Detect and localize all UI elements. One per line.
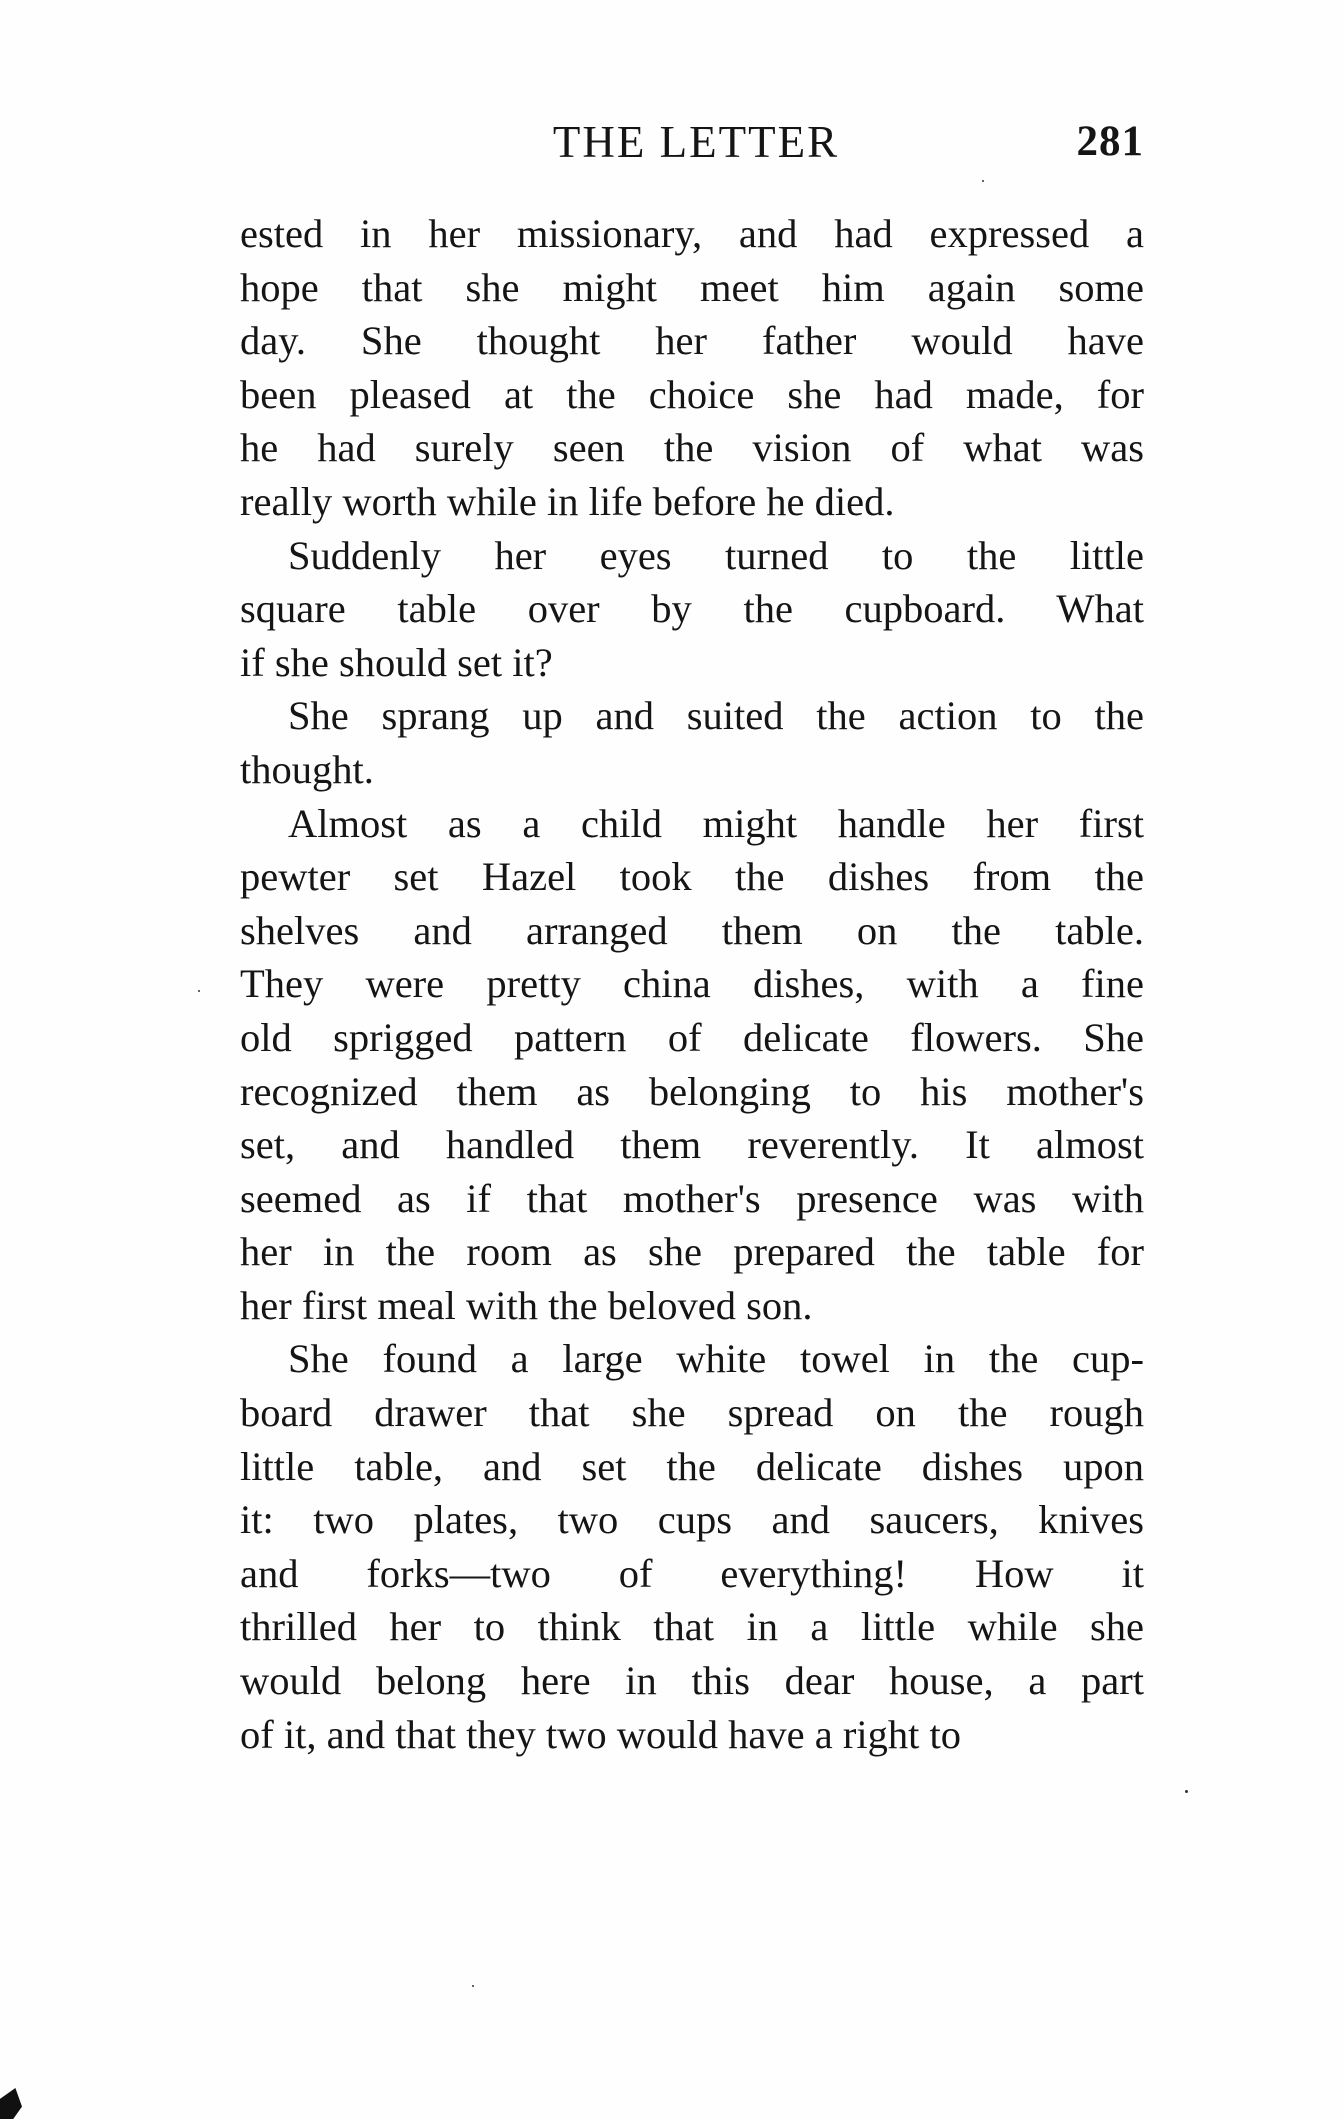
text-line: She sprang up and suited the action to the: [288, 693, 1144, 739]
text-line: Suddenly her eyes turned to the little: [288, 532, 1144, 578]
page-number: 281: [1076, 118, 1144, 165]
text-line: really worth while in life before he died.: [240, 478, 895, 524]
text-line: he had surely seen the vision of what was: [240, 425, 1144, 471]
text-line: been pleased at the choice she had made, for: [240, 371, 1144, 417]
text-line: if she should set it?: [240, 639, 553, 685]
text-line: seemed as if that mother's presence was with: [240, 1175, 1144, 1221]
text-line: recognized them as belonging to his mother's: [240, 1068, 1144, 1114]
text-line: little table, and set the delicate dishes upon: [240, 1443, 1144, 1489]
text-line: day. She thought her father would have: [240, 318, 1144, 364]
scan-edge-mark: [0, 2088, 22, 2119]
text-line: square table over by the cupboard. What: [240, 586, 1144, 632]
text-line: it: two plates, two cups and saucers, knives: [240, 1497, 1144, 1543]
text-line: set, and handled them reverently. It almost: [240, 1122, 1144, 1168]
text-line: Almost as a child might handle her first: [288, 800, 1144, 846]
text-line: of it, and that they two would have a right to: [240, 1711, 961, 1757]
running-title: THE LETTER: [552, 117, 840, 167]
scan-speck: [1185, 1790, 1188, 1793]
text-line: shelves and arranged them on the table.: [240, 907, 1144, 953]
scan-speck: [982, 180, 984, 182]
paragraph: [240, 529, 1144, 690]
text-line: would belong here in this dear house, a part: [240, 1658, 1144, 1704]
text-line: her in the room as she prepared the table for: [240, 1229, 1144, 1275]
text-line: ested in her missionary, and had expressed a: [240, 211, 1144, 256]
paragraph: [240, 689, 1144, 796]
body-text: [240, 207, 1144, 1761]
text-line: and forks—two of everything! How it: [240, 1550, 1144, 1596]
text-line: hope that she might meet him again some: [240, 264, 1144, 310]
scan-speck: [472, 1985, 474, 1987]
paragraph: [240, 207, 1144, 529]
text-line: thrilled her to think that in a little while she: [240, 1604, 1144, 1650]
running-head: [240, 112, 1144, 172]
text-line: They were pretty china dishes, with a fine: [240, 961, 1144, 1007]
text-line: pewter set Hazel took the dishes from the: [240, 854, 1144, 900]
paragraph: [240, 1332, 1144, 1761]
text-line: thought.: [240, 746, 374, 792]
scan-speck: [198, 990, 200, 992]
text-line: She found a large white towel in the cup-: [288, 1336, 1144, 1382]
paragraph: [240, 797, 1144, 1333]
text-line: her first meal with the beloved son.: [240, 1282, 813, 1328]
text-line: old sprigged pattern of delicate flowers. She: [240, 1014, 1144, 1060]
text-line: board drawer that she spread on the rough: [240, 1390, 1144, 1436]
